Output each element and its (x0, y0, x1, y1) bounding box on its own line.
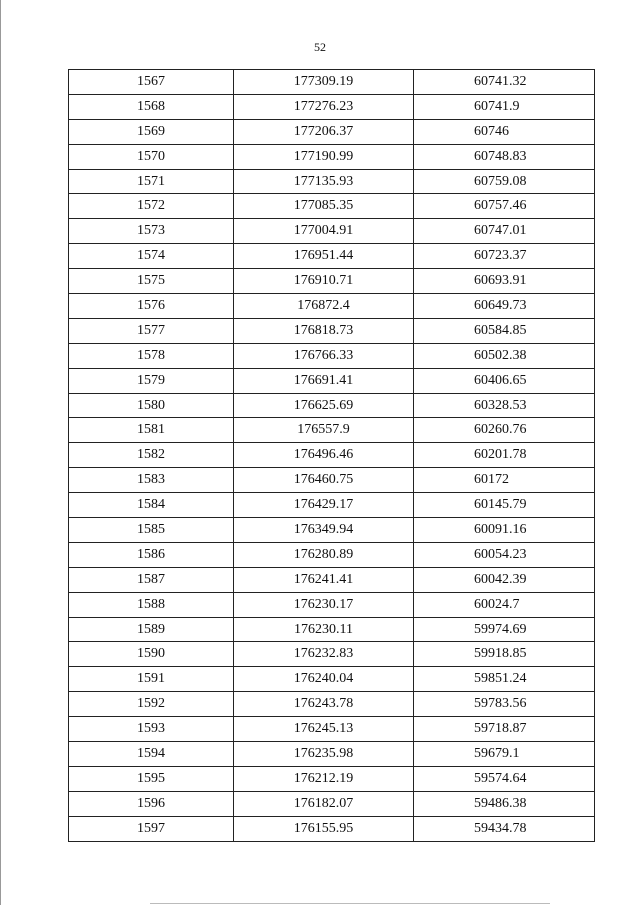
x-coordinate-cell: 176245.13 (234, 717, 414, 742)
y-coordinate-cell: 60746 (414, 119, 595, 144)
table-row (69, 169, 595, 194)
y-coordinate-cell: 60741.9 (414, 94, 595, 119)
x-coordinate-cell: 177276.23 (234, 94, 414, 119)
x-coordinate-cell: 176872.4 (234, 294, 414, 319)
x-coordinate-cell: 176557.9 (234, 418, 414, 443)
table-row (69, 368, 595, 393)
point-id-cell: 1578 (69, 343, 234, 368)
table-body (69, 70, 595, 842)
x-coordinate-cell: 176460.75 (234, 468, 414, 493)
x-coordinate-cell: 176241.41 (234, 567, 414, 592)
x-coordinate-cell: 177135.93 (234, 169, 414, 194)
x-coordinate-cell: 176625.69 (234, 393, 414, 418)
point-id-cell: 1569 (69, 119, 234, 144)
y-coordinate-cell: 60723.37 (414, 244, 595, 269)
table-row (69, 567, 595, 592)
table-row (69, 592, 595, 617)
y-coordinate-cell: 60406.65 (414, 368, 595, 393)
y-coordinate-cell: 59486.38 (414, 791, 595, 816)
y-coordinate-cell: 60502.38 (414, 343, 595, 368)
y-coordinate-cell: 60260.76 (414, 418, 595, 443)
scan-edge-left (0, 0, 1, 905)
point-id-cell: 1579 (69, 368, 234, 393)
x-coordinate-cell: 176951.44 (234, 244, 414, 269)
table-row (69, 493, 595, 518)
table-row (69, 343, 595, 368)
table-row (69, 94, 595, 119)
y-coordinate-cell: 60091.16 (414, 518, 595, 543)
y-coordinate-cell: 60747.01 (414, 219, 595, 244)
x-coordinate-cell: 177309.19 (234, 70, 414, 95)
table-row (69, 318, 595, 343)
y-coordinate-cell: 60757.46 (414, 194, 595, 219)
y-coordinate-cell: 60145.79 (414, 493, 595, 518)
point-id-cell: 1572 (69, 194, 234, 219)
y-coordinate-cell: 59918.85 (414, 642, 595, 667)
x-coordinate-cell: 176230.17 (234, 592, 414, 617)
table-row (69, 70, 595, 95)
point-id-cell: 1580 (69, 393, 234, 418)
point-id-cell: 1597 (69, 816, 234, 841)
x-coordinate-cell: 177004.91 (234, 219, 414, 244)
point-id-cell: 1590 (69, 642, 234, 667)
y-coordinate-cell: 60054.23 (414, 542, 595, 567)
y-coordinate-cell: 60042.39 (414, 567, 595, 592)
y-coordinate-cell: 59574.64 (414, 766, 595, 791)
x-coordinate-cell: 177190.99 (234, 144, 414, 169)
y-coordinate-cell: 60172 (414, 468, 595, 493)
point-id-cell: 1589 (69, 617, 234, 642)
x-coordinate-cell: 176182.07 (234, 791, 414, 816)
table-row (69, 194, 595, 219)
table-row (69, 518, 595, 543)
x-coordinate-cell: 176280.89 (234, 542, 414, 567)
y-coordinate-cell: 60584.85 (414, 318, 595, 343)
point-id-cell: 1592 (69, 692, 234, 717)
x-coordinate-cell: 176691.41 (234, 368, 414, 393)
x-coordinate-cell: 176910.71 (234, 269, 414, 294)
point-id-cell: 1587 (69, 567, 234, 592)
table-row (69, 692, 595, 717)
point-id-cell: 1570 (69, 144, 234, 169)
x-coordinate-cell: 176212.19 (234, 766, 414, 791)
x-coordinate-cell: 176818.73 (234, 318, 414, 343)
table-row (69, 144, 595, 169)
x-coordinate-cell: 176243.78 (234, 692, 414, 717)
table-row (69, 617, 595, 642)
table-row (69, 468, 595, 493)
point-id-cell: 1571 (69, 169, 234, 194)
table-row (69, 642, 595, 667)
y-coordinate-cell: 60201.78 (414, 443, 595, 468)
point-id-cell: 1576 (69, 294, 234, 319)
y-coordinate-cell: 60748.83 (414, 144, 595, 169)
coordinate-table (68, 69, 595, 842)
point-id-cell: 1573 (69, 219, 234, 244)
y-coordinate-cell: 60024.7 (414, 592, 595, 617)
x-coordinate-cell: 176230.11 (234, 617, 414, 642)
x-coordinate-cell: 176155.95 (234, 816, 414, 841)
point-id-cell: 1582 (69, 443, 234, 468)
point-id-cell: 1596 (69, 791, 234, 816)
table-row (69, 294, 595, 319)
x-coordinate-cell: 177206.37 (234, 119, 414, 144)
x-coordinate-cell: 177085.35 (234, 194, 414, 219)
table-row (69, 717, 595, 742)
point-id-cell: 1593 (69, 717, 234, 742)
point-id-cell: 1594 (69, 742, 234, 767)
y-coordinate-cell: 59851.24 (414, 667, 595, 692)
point-id-cell: 1591 (69, 667, 234, 692)
scan-edge-bottom (150, 903, 550, 904)
point-id-cell: 1584 (69, 493, 234, 518)
table-row (69, 766, 595, 791)
page-number: 52 (314, 40, 326, 54)
y-coordinate-cell: 59974.69 (414, 617, 595, 642)
y-coordinate-cell: 59718.87 (414, 717, 595, 742)
y-coordinate-cell: 59783.56 (414, 692, 595, 717)
x-coordinate-cell: 176766.33 (234, 343, 414, 368)
point-id-cell: 1588 (69, 592, 234, 617)
y-coordinate-cell: 60759.08 (414, 169, 595, 194)
table-row (69, 742, 595, 767)
point-id-cell: 1586 (69, 542, 234, 567)
table-row (69, 443, 595, 468)
point-id-cell: 1574 (69, 244, 234, 269)
y-coordinate-cell: 60741.32 (414, 70, 595, 95)
point-id-cell: 1583 (69, 468, 234, 493)
table-row (69, 542, 595, 567)
table-row (69, 667, 595, 692)
table-row (69, 791, 595, 816)
point-id-cell: 1595 (69, 766, 234, 791)
point-id-cell: 1575 (69, 269, 234, 294)
y-coordinate-cell: 60328.53 (414, 393, 595, 418)
table-row (69, 119, 595, 144)
x-coordinate-cell: 176240.04 (234, 667, 414, 692)
y-coordinate-cell: 60649.73 (414, 294, 595, 319)
x-coordinate-cell: 176349.94 (234, 518, 414, 543)
point-id-cell: 1567 (69, 70, 234, 95)
x-coordinate-cell: 176429.17 (234, 493, 414, 518)
y-coordinate-cell: 59434.78 (414, 816, 595, 841)
table-row (69, 816, 595, 841)
y-coordinate-cell: 59679.1 (414, 742, 595, 767)
y-coordinate-cell: 60693.91 (414, 269, 595, 294)
point-id-cell: 1568 (69, 94, 234, 119)
table-row (69, 418, 595, 443)
table-row (69, 219, 595, 244)
point-id-cell: 1585 (69, 518, 234, 543)
x-coordinate-cell: 176232.83 (234, 642, 414, 667)
point-id-cell: 1581 (69, 418, 234, 443)
table-row (69, 269, 595, 294)
table-row (69, 244, 595, 269)
x-coordinate-cell: 176496.46 (234, 443, 414, 468)
point-id-cell: 1577 (69, 318, 234, 343)
table-row (69, 393, 595, 418)
x-coordinate-cell: 176235.98 (234, 742, 414, 767)
